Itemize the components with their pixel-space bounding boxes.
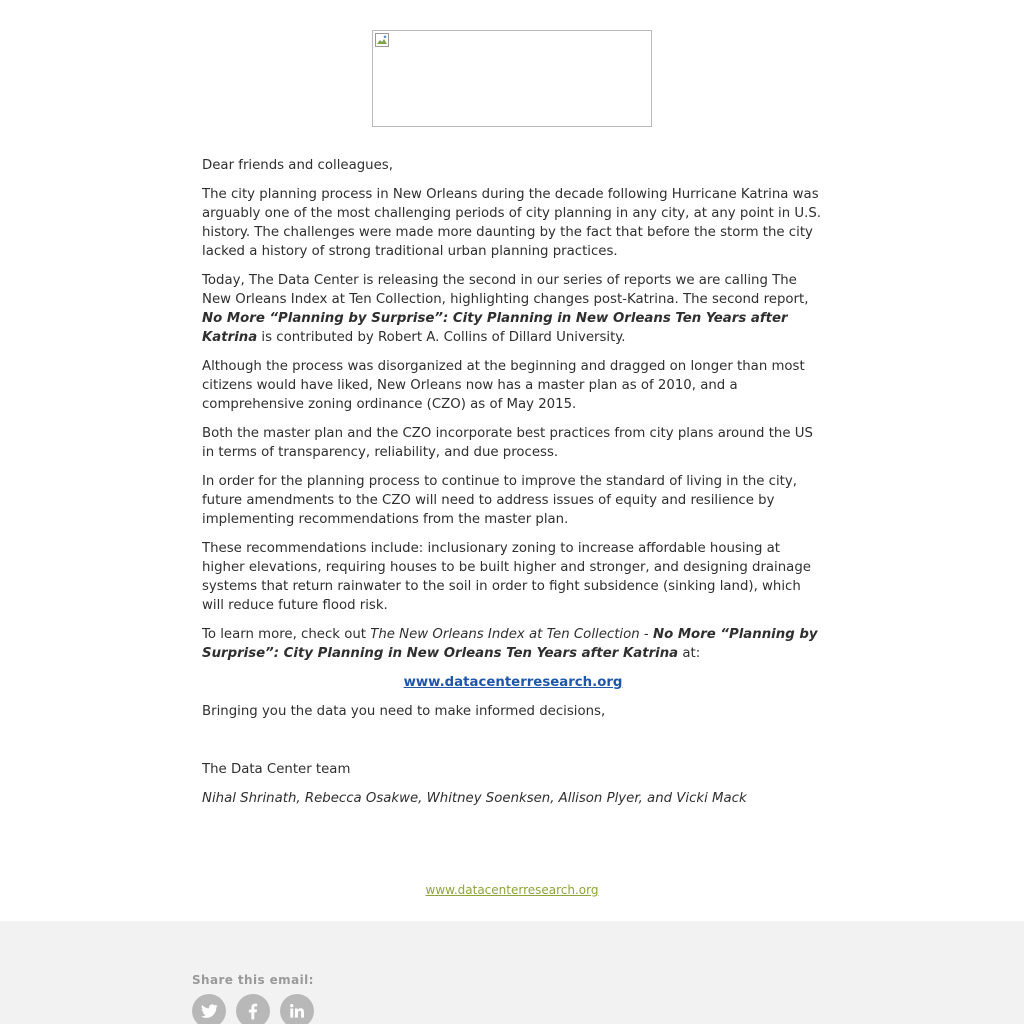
paragraph-report-release [202,271,824,347]
linkedin-icon [287,1001,307,1021]
main-link-row [202,673,824,692]
closing-line: Bringing you the data you need to make informed decisions, [202,704,606,719]
report-release-text: Today, The Data Center is releasing the second in our series of reports we are calling The New Orleans Index at Ten Collection, highlighting changes post-Katrina. The second report, [202,273,809,307]
report-author-text: is contributed by Robert A. Collins of Dillard University. [257,330,626,345]
learn-more-text: To learn more, check out [202,627,371,642]
report-title: No More “Planning by Surprise”: City Planning in New Orleans Ten Years after Katrina [202,311,788,345]
learn-more-separator: - [639,627,653,642]
facebook-icon [243,1001,263,1021]
linkedin-share-button[interactable] [280,994,314,1024]
learn-more-report-title: No More “Planning by Surprise”: City Planning in New Orleans Ten Years after Katrina [202,627,818,661]
twitter-icon [199,1001,219,1021]
paragraph-intro: The city planning process in New Orleans during the decade following Hurricane Katrina was arguably one of the most challenging periods of city planning in any city, at any point in U.S. history. The challenges were made more daunting by the fact that before the storm the city lacked a history of strong traditional urban planning practices. [202,187,821,259]
paragraph-future-amendments: In order for the planning process to continue to improve the standard of living in the city, future amendments to the CZO will need to address issues of equity and resilience by implementing recommendations from the master plan. [202,474,797,527]
staff-names: Nihal Shrinath, Rebecca Osakwe, Whitney Soenksen, Allison Plyer, and Vicki Mack [202,791,747,806]
share-section [0,921,1024,1024]
paragraph-learn-more [202,625,824,663]
collection-name: The New Orleans Index at Ten Collection [370,627,640,642]
learn-more-at: at: [678,646,701,661]
facebook-share-button[interactable] [236,994,270,1024]
signoff: The Data Center team [202,762,351,777]
footer-website-link[interactable]: www.datacenterresearch.org [425,883,599,897]
header-image-placeholder [372,30,652,127]
spacer [202,731,824,750]
broken-image-icon [375,33,389,47]
email-body [202,156,824,818]
paragraph-master-plan: Although the process was disorganized at the beginning and dragged on longer than most citizens would have liked, New Orleans now has a master plan as of 2010, and a comprehensive zoning ordinance (CZO) as of May 2015. [202,359,805,412]
paragraph-best-practices: Both the master plan and the CZO incorporate best practices from city plans around the US in terms of transparency, reliability, and due process. [202,426,813,460]
greeting: Dear friends and colleagues, [202,158,393,173]
datacenter-main-link[interactable]: www.datacenterresearch.org [403,675,623,690]
footer-link-row [0,882,1024,898]
paragraph-recommendations: These recommendations include: inclusionary zoning to increase affordable housing at higher elevations, requiring houses to be built higher and stronger, and designing drainage systems that return rainwater to the soil in order to fight subsidence (sinking land), which will reduce future flood risk. [202,541,811,613]
share-label: Share this email: [192,973,314,987]
twitter-share-button[interactable] [192,994,226,1024]
